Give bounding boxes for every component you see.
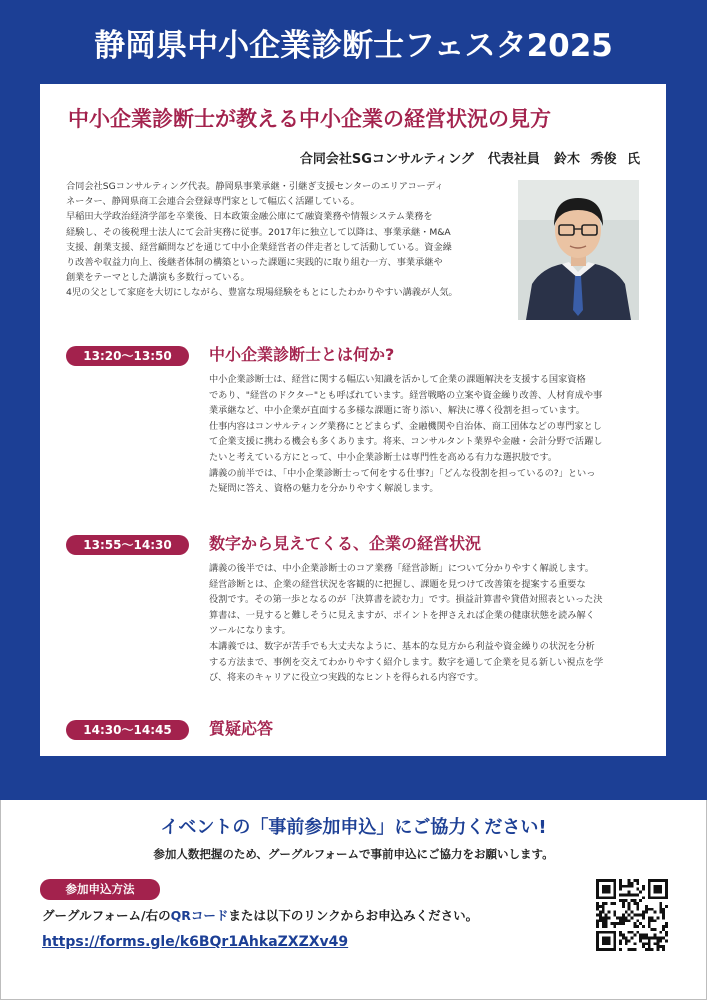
speaker-role: 代表社員 xyxy=(487,152,540,167)
session-body-line: び、将来のキャリアに役立つ実践的なヒントを得られる内容です。 xyxy=(209,672,484,684)
apply-text-suffix: または以下のリンクからお申込みください。 xyxy=(228,908,479,923)
time-badge: 13:55～14:30 xyxy=(66,535,189,555)
session-body-line: 役割です。その第一歩となるのが「決算書を読む力」です。損益計算書や貸借対照表といった決 xyxy=(209,594,603,606)
session-body-line: 講義の前半では、「中小企業診断士って何をする仕事?」「どんな役割を担っているの?」といっ xyxy=(209,467,596,479)
speaker-photo-illustration xyxy=(518,180,639,320)
cta-subtext: 参加人数把握のため、グーグルフォームで事前申込にご協力をお願いします。 xyxy=(153,847,554,861)
session-title: 数字から見えてくる、企業の経営状況 xyxy=(209,534,482,553)
bio-line: 合同会社SGコンサルティング代表。静岡県事業承継・引継ぎ支援センターのエリアコーディ xyxy=(66,181,444,192)
apply-method-badge: 参加申込方法 xyxy=(40,879,160,900)
session-body-line: ツールになります。 xyxy=(209,625,291,637)
session-body-line: 中小企業診断士は、経営に関する幅広い知識を活かして企業の課題解決を支援する国家資格 xyxy=(209,374,586,385)
session-body-line: 業承継など、中小企業が直面する多様な課題に寄り添い、解決に導く役割を担っています。 xyxy=(209,405,585,417)
speaker-bio xyxy=(66,179,508,301)
bio-line: 支援、創業支援、経営顧問などを通じて中小企業経営者の伴走者として活動している。資金繰 xyxy=(66,241,452,253)
session-body-line: 講義の後半では、中小企業診断士のコア業務「経営診断」について分かりやすく解説します。 xyxy=(209,563,594,574)
bio-line: 経験し、その後税理士法人にて会計実務に従事。2017年に独立して以降は、事業承継・M&A xyxy=(66,226,451,238)
time-badge: 13:20～13:50 xyxy=(66,346,189,366)
event-title: 静岡県中小企業診断士フェスタ2025 xyxy=(94,28,613,64)
session-body xyxy=(209,372,644,497)
session-body-line: て企業支援に携わる機会も多くあります。将来、コンサルタント業界や金融・会計分野で活躍し xyxy=(209,436,603,448)
bio-line: 早稲田大学政治経済学部を卒業後、日本政策金融公庫にて融資業務や情報システム業務を xyxy=(66,211,433,223)
bio-line: ネーター、静岡県商工会連合会登録専門家として幅広く活躍している。 xyxy=(66,196,360,208)
lecture-title: 中小企業診断士が教える中小企業の経営状況の見方 xyxy=(68,107,551,131)
session-body-line: 仕事内容はコンサルティング業務にとどまらず、金融機関や自治体、商工団体などの専門家とし xyxy=(209,420,602,432)
bio-line: 創業をテーマとした講演も多数行っている。 xyxy=(66,272,250,284)
speaker-line xyxy=(286,148,640,167)
session-body-line: 本講義では、数字が苦手でも大丈夫なように、基本的な見方から利益や資金繰りの状況を分析 xyxy=(209,640,595,652)
speaker-name: 鈴木 秀俊 氏 xyxy=(553,152,640,167)
qr-code-icon[interactable] xyxy=(596,879,668,951)
apply-text-prefix: グーグルフォーム/右の xyxy=(42,908,171,923)
speaker-company: 合同会社SGコンサルティング xyxy=(299,152,474,167)
cta-heading: イベントの「事前参加申込」にご協力ください! xyxy=(160,817,547,838)
session-title: 中小企業診断士とは何か? xyxy=(209,345,395,364)
session-body-line: する方法まで、事例を交えてわかりやすく紹介します。数字を通して企業を見る新しい視点を学 xyxy=(209,656,604,668)
session-body-line: であり、"経営のドクター"とも呼ばれています。経営戦略の立案や資金繰り改善、人材育成や事 xyxy=(209,389,603,401)
bio-line: 4児の父として家庭を大切にしながら、豊富な現場経験をもとにしたわかりやすい講義が人気。 xyxy=(66,287,458,299)
apply-instructions xyxy=(42,907,478,925)
session-title: 質疑応答 xyxy=(209,719,274,738)
session-body-line: たいと考えている方にとって、中小企業診断士は専門性を高める有力な選択肢です。 xyxy=(209,451,558,463)
time-badge: 14:30～14:45 xyxy=(66,720,189,740)
session-body xyxy=(209,561,644,686)
bio-line: り改善や収益力向上、後継者体制の構築といった課題に実践的に取り組む一方、事業承継や xyxy=(66,257,443,269)
session-body-line: た疑問に答え、資格の魅力を分かりやすく解説します。 xyxy=(209,483,439,495)
session-body-line: 経営診断とは、企業の経営状況を客観的に把握し、課題を見つけて改善策を提案する重要な xyxy=(209,578,586,590)
apply-text-qr: QRコード xyxy=(170,908,229,923)
google-form-link[interactable]: https://forms.gle/k6BQr1AhkaZXZXv49 xyxy=(42,934,349,950)
speaker-photo xyxy=(518,180,639,320)
lecture-panel xyxy=(40,84,666,756)
session-body-line: 算書は、一見すると難しそうに見えますが、ポイントを押さえれば企業の健康状態を読み解く xyxy=(209,609,595,621)
